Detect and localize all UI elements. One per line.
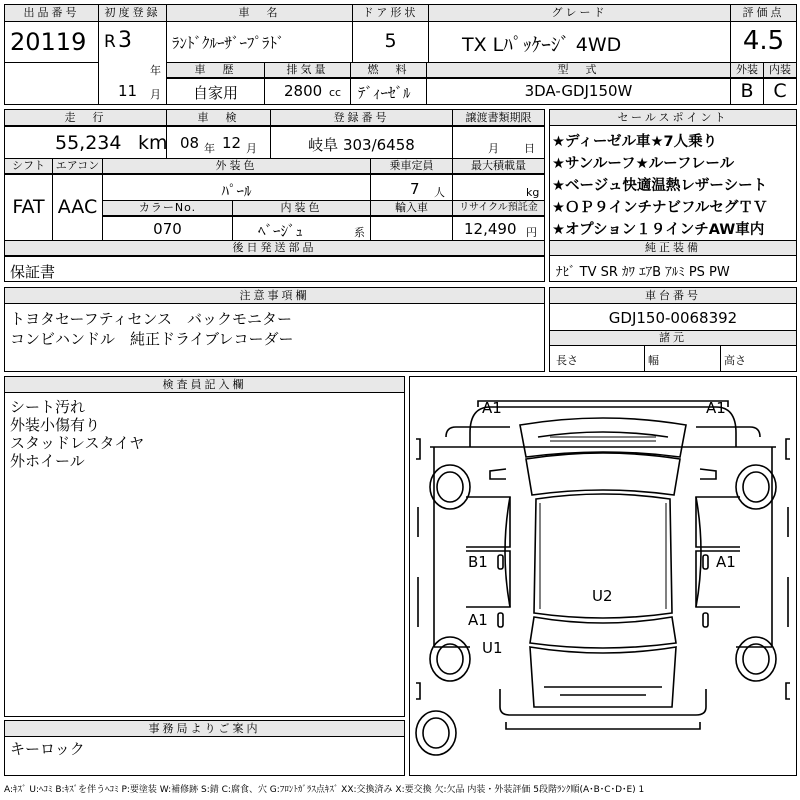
score: 4.5 — [742, 26, 785, 56]
inspector-line-3: スタッドレスタイヤ — [10, 434, 145, 452]
score-label: 評価点 — [731, 5, 796, 22]
year-unit: 年 — [150, 64, 161, 77]
chassis-label: 車台番号 — [550, 288, 796, 304]
int-color: ﾍﾞｰｼﾞｭ — [258, 222, 304, 240]
displacement: 2800 — [284, 82, 323, 100]
inspector-label: 検査員記入欄 — [5, 377, 404, 393]
sales-points-label: セールスポイント — [550, 110, 796, 126]
recycle-unit: 円 — [526, 226, 537, 239]
model-label: 型 式 — [427, 63, 730, 78]
inspector-line-4: 外ホイール — [10, 452, 85, 470]
sales-point-5: ★オプション１９インチAW車内 — [552, 222, 765, 238]
fuel-label: 燃 料 — [351, 63, 426, 78]
ac-label: エアコン — [53, 159, 102, 174]
model: 3DA-GDJ150W — [524, 82, 633, 100]
sales-point-1: ★ディーゼル車★7人乗り — [552, 134, 718, 150]
interior-grade-label: 内装 — [764, 63, 796, 78]
notes-label: 注意事項欄 — [5, 288, 544, 304]
transfer-label: 譲渡書類期限 — [453, 110, 544, 126]
office-label: 事務局よりご案内 — [5, 721, 404, 737]
inspection-label: 車 検 — [167, 110, 270, 126]
grade-label: グレード — [429, 5, 730, 22]
inspection-year-unit: 年 — [204, 142, 215, 155]
door: 5 — [384, 30, 397, 52]
import-label: 輸入車 — [371, 201, 452, 216]
first-reg-label: 初度登録 — [99, 5, 166, 22]
equipment-value: ﾅﾋﾞ TV SR ｶﾜ ｴｱB ｱﾙﾐ PS PW — [556, 265, 730, 280]
notes-line-1: トヨタセーフティセンス バックモニター — [10, 310, 293, 328]
sales-point-4: ★ＯＰ９インチナビフルセグＴＶ — [552, 200, 768, 216]
ext-color-label: 外装色 — [103, 159, 370, 174]
transfer-day-unit: 日 — [524, 142, 535, 155]
interior-grade: C — [773, 80, 787, 102]
width-label: 幅 — [648, 354, 659, 367]
car-diagram — [410, 377, 796, 775]
recycle-label: リサイクル預託金 — [453, 201, 544, 216]
first-reg-month: 11 — [118, 82, 138, 100]
mileage-unit: km — [138, 132, 168, 154]
later-parts: 保証書 — [10, 263, 56, 281]
color-no: 070 — [153, 220, 182, 238]
mark-front-right: A1 — [706, 399, 726, 417]
capacity: 7 — [410, 180, 420, 198]
inspection-month-unit: 月 — [246, 142, 257, 155]
ext-color: ﾊﾟｰﾙ — [221, 182, 252, 200]
shift-label: シフト — [5, 159, 52, 174]
color-no-label: カラーNo. — [103, 201, 232, 216]
mileage: 55,234 — [55, 132, 122, 154]
legend: A:ｷｽﾞ U:ﾍｺﾐ B:ｷｽﾞを伴うﾍｺﾐ P:要塗装 W:補修跡 S:錆 C:腐食、穴 G:ﾌﾛﾝﾄｶﾞﾗｽ点ｷｽﾞ XX:交換済み X:要交換 欠:欠品 内装・外装評価 5段階ﾗﾝｸ順(A･B･C･D･E) 1 — [4, 785, 645, 795]
int-color-unit: 系 — [354, 226, 365, 239]
history-label: 車 歴 — [167, 63, 264, 78]
mark-right-side-upper: A1 — [716, 553, 736, 571]
ac: AAC — [57, 196, 98, 218]
plate: 岐阜 303/6458 — [308, 136, 415, 154]
sales-point-3: ★ベージュ快適温熱レザーシート — [552, 178, 768, 194]
max-load-label: 最大積載量 — [453, 159, 544, 174]
first-reg-year: 3 — [118, 28, 132, 53]
notes-line-2: コンビハンドル 純正ドライブレコーダー — [10, 330, 294, 348]
door-label: ドア形状 — [353, 5, 428, 22]
displacement-label: 排気量 — [265, 63, 350, 78]
lot-no-label: 出品番号 — [5, 5, 98, 22]
sales-point-2: ★サンルーフ★ルーフレール — [552, 156, 735, 172]
mileage-label: 走 行 — [5, 110, 166, 126]
transfer-month-unit: 月 — [488, 142, 499, 155]
era: R — [104, 32, 116, 52]
max-load-unit: kg — [526, 186, 540, 199]
length-label: 長さ — [556, 354, 578, 367]
mark-left-side-lower: A1 — [468, 611, 488, 629]
car-name: ﾗﾝﾄﾞｸﾙｰｻﾞｰﾌﾟﾗﾄﾞ — [172, 34, 285, 52]
capacity-label: 乗車定員 — [371, 159, 452, 174]
capacity-unit: 人 — [434, 186, 445, 199]
plate-label: 登録番号 — [271, 110, 452, 126]
grade: TX Lﾊﾟｯｹｰｼﾞ 4WD — [462, 34, 622, 56]
shift: FAT — [12, 196, 45, 218]
int-color-label: 内装色 — [233, 201, 370, 216]
recycle: 12,490 — [464, 220, 517, 238]
exterior-grade: B — [740, 80, 754, 102]
displacement-unit: cc — [329, 86, 342, 99]
car-name-label: 車 名 — [167, 5, 352, 22]
exterior-grade-label: 外装 — [731, 63, 763, 78]
inspection-month: 12 — [222, 134, 242, 152]
mark-roof: U2 — [592, 587, 613, 605]
spec-label: 諸元 — [550, 331, 796, 346]
inspection-year: 08 — [180, 134, 200, 152]
month-unit: 月 — [150, 88, 161, 101]
mark-left-side-upper: B1 — [468, 553, 488, 571]
lot-no: 20119 — [10, 28, 87, 56]
height-label: 高さ — [724, 354, 746, 367]
equipment-label: 純正装備 — [550, 241, 796, 256]
inspector-line-2: 外装小傷有り — [10, 416, 101, 434]
mark-front-left: A1 — [482, 399, 502, 417]
office-value: キーロック — [10, 740, 85, 758]
fuel: ﾃﾞｨｰｾﾞﾙ — [358, 84, 411, 102]
chassis-number: GDJ150-0068392 — [608, 309, 738, 327]
mark-rear-left: U1 — [482, 639, 503, 657]
history: 自家用 — [192, 84, 238, 102]
later-parts-label: 後日発送部品 — [5, 241, 544, 256]
inspector-line-1: シート汚れ — [10, 398, 86, 416]
